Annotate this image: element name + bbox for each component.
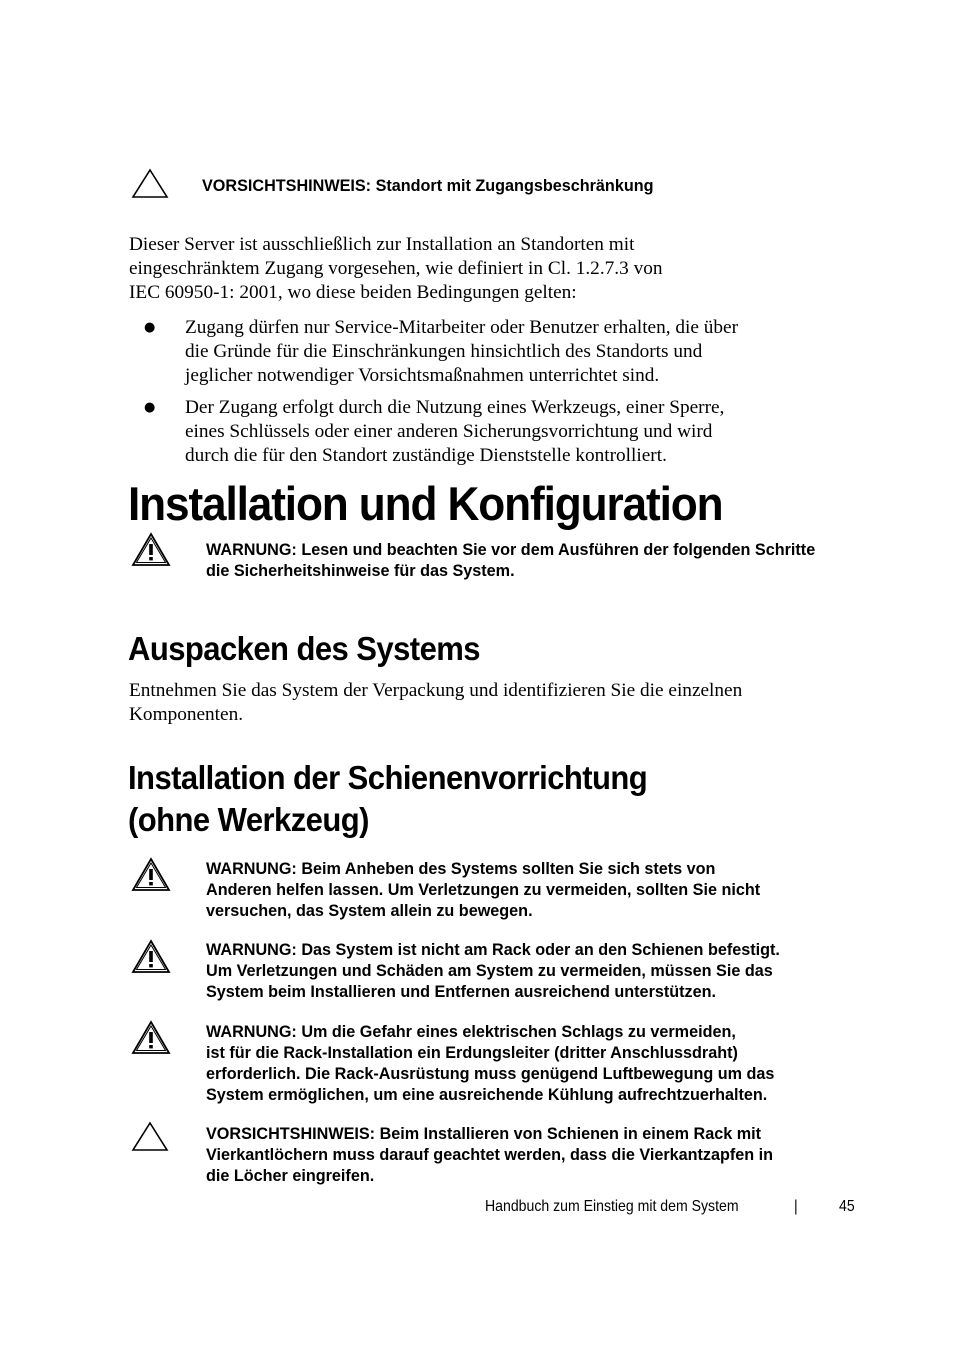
list-item-line: Zugang dürfen nur Service-Mitarbeiter oder Benutzer erhalten, die über (185, 317, 739, 338)
warning-triangle-icon (131, 532, 171, 568)
warning-line: erforderlich. Die Rack-Ausrüstung muss genügend Luftbewegung um das (206, 1065, 775, 1083)
list-item-line: Der Zugang erfolgt durch die Nutzung eines Werkzeugs, einer Sperre, (185, 397, 725, 418)
footer-title: Handbuch zum Einstieg mit dem System (485, 1198, 739, 1215)
warning-triangle-icon (131, 1020, 171, 1056)
footer-separator: | (794, 1198, 798, 1215)
list-item-line: jeglicher notwendiger Vorsichtsmaßnahmen unterrichtet sind. (185, 365, 660, 386)
bullet-dot: ● (144, 400, 156, 415)
warning-line: System beim Installieren und Entfernen ausreichend unterstützen. (206, 983, 717, 1001)
section-title-line: (ohne Werkzeug) (128, 801, 369, 838)
intro-line: Dieser Server ist ausschließlich zur Installation an Standorten mit (129, 234, 635, 255)
warning-triangle-icon (131, 857, 171, 893)
list-item-line: durch die für den Standort zuständige Dienststelle kontrolliert. (185, 445, 667, 466)
caution-note (206, 1124, 773, 1187)
intro-line: IEC 60950-1: 2001, wo diese beiden Bedingungen gelten: (129, 282, 577, 303)
list-item (185, 316, 738, 388)
unpack-line: Entnehmen Sie das System der Verpackung und identifizieren Sie die einzelnen (129, 680, 743, 701)
warning-line: WARNUNG: Das System ist nicht am Rack oder an den Schienen befestigt. (206, 941, 780, 959)
caution-line: Vierkantlöchern muss darauf geachtet werden, dass die Vierkantzapfen in (206, 1146, 774, 1164)
warning-note (206, 1022, 774, 1106)
warning-line: versuchen, das System allein zu bewegen. (206, 902, 533, 920)
warning-intro-text (206, 540, 815, 582)
intro-paragraph (129, 233, 663, 305)
chapter-title: Installation und Konfiguration (128, 477, 723, 530)
unpack-line: Komponenten. (129, 704, 244, 725)
list-item-line: eines Schlüssels oder einer anderen Sicherungsvorrichtung und wird (185, 421, 713, 442)
intro-line: eingeschränktem Zugang vorgesehen, wie definiert in Cl. 1.2.7.3 von (129, 258, 663, 279)
warning-note (206, 940, 780, 1003)
bullet-dot: ● (144, 320, 156, 335)
caution-line: VORSICHTSHINWEIS: Beim Installieren von Schienen in einem Rack mit (206, 1125, 761, 1143)
section-title-rails (128, 757, 647, 841)
warning-note (206, 859, 760, 922)
warning-line: WARNUNG: Um die Gefahr eines elektrischen Schlags zu vermeiden, (206, 1023, 736, 1041)
section-title-unpack: Auspacken des Systems (128, 630, 480, 667)
list-item (185, 396, 724, 468)
list-item-line: die Gründe für die Einschränkungen hinsichtlich des Standorts und (185, 341, 703, 362)
page-number: 45 (839, 1198, 855, 1215)
caution-triangle-icon (130, 1121, 170, 1157)
warning-line: WARNUNG: Beim Anheben des Systems sollten Sie sich stets von (206, 860, 716, 878)
section-title-line: Installation der Schienenvorrichtung (128, 759, 648, 796)
caution-triangle-icon (130, 168, 170, 204)
warning-line: System ermöglichen, um eine ausreichende Kühlung aufrechtzuerhalten. (206, 1086, 768, 1104)
unpack-paragraph (129, 679, 742, 727)
warning-line: ist für die Rack-Installation ein Erdungsleiter (dritter Anschlussdraht) (206, 1044, 738, 1062)
warning-line: die Sicherheitshinweise für das System. (206, 562, 515, 580)
caution-line: die Löcher eingreifen. (206, 1167, 375, 1185)
caution-top-text: VORSICHTSHINWEIS: Standort mit Zugangsbeschränkung (202, 177, 654, 195)
warning-line: Anderen helfen lassen. Um Verletzungen zu vermeiden, sollten Sie nicht (206, 881, 761, 899)
warning-line: Um Verletzungen und Schäden am System zu vermeiden, müssen Sie das (206, 962, 773, 980)
warning-line: WARNUNG: Lesen und beachten Sie vor dem Ausführen der folgenden Schritte (206, 541, 816, 559)
warning-triangle-icon (131, 939, 171, 975)
